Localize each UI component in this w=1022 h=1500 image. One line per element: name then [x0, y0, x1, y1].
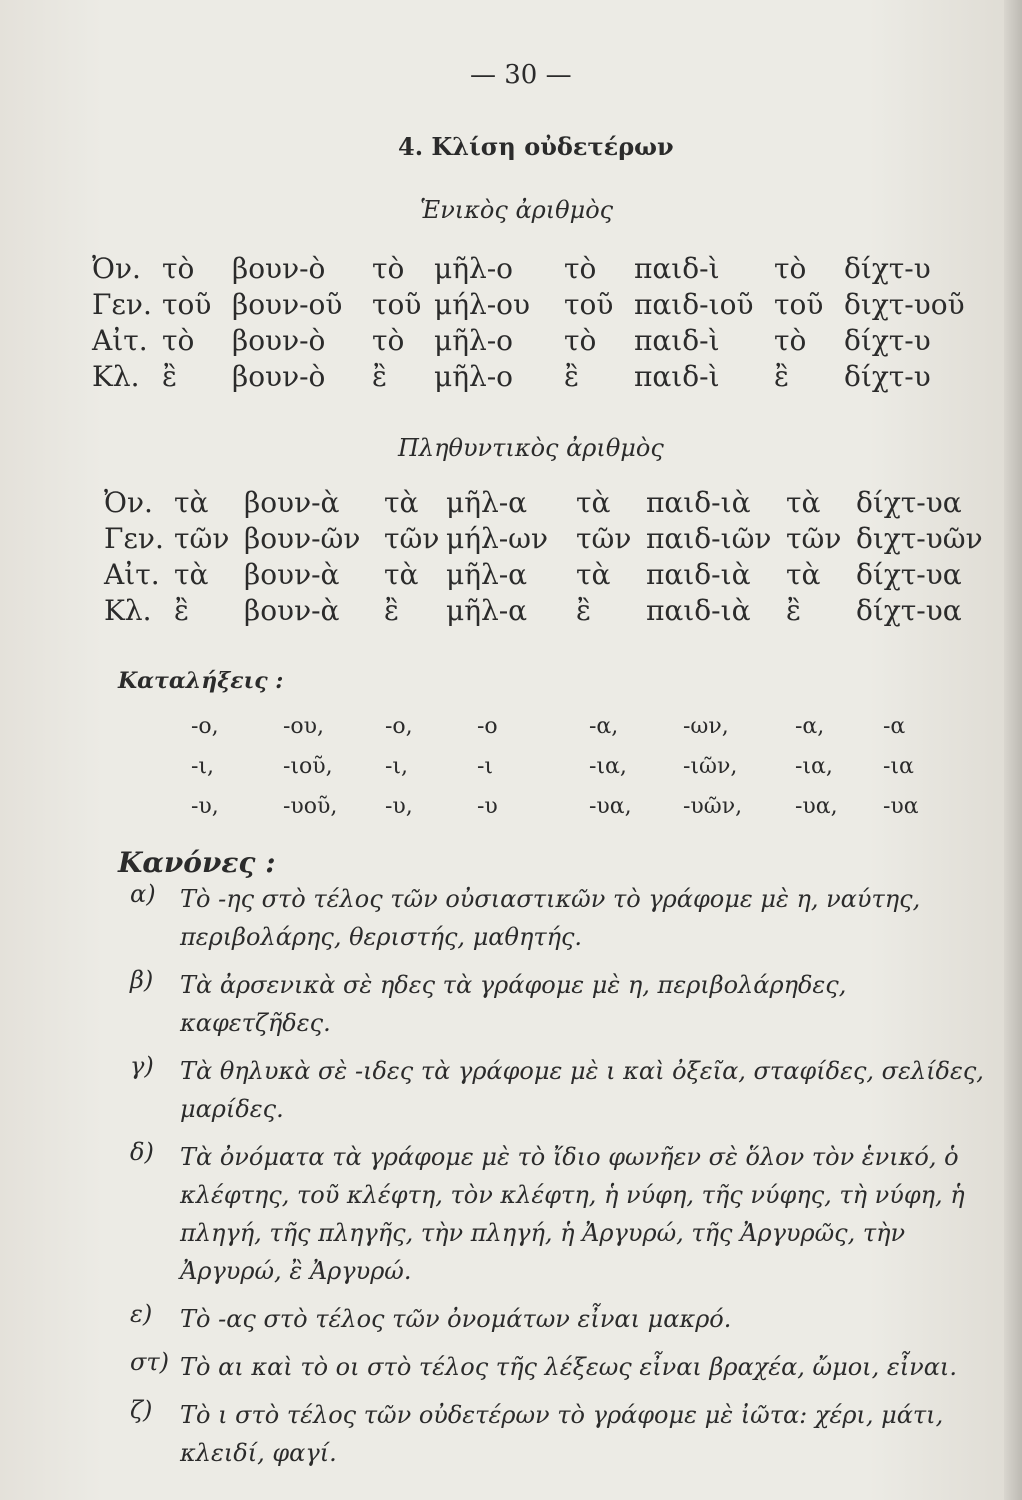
rule-text: Τὸ αι καὶ τὸ οι στὸ τέλος τῆς λέξεως εἶναι βραχέα, ὤμοι, εἶναι. [180, 1353, 957, 1381]
singular-cell: βουν-ὸ [232, 251, 326, 285]
plural-cell: παιδ-ιὰ [646, 485, 751, 519]
ending-cell: -υα, [795, 793, 838, 819]
plural-row [104, 592, 996, 628]
singular-cell: τοῦ [774, 287, 824, 321]
rule-label: ζ) [130, 1396, 153, 1424]
singular-heading: Ἑνικὸς ἀριθμὸς [420, 196, 614, 224]
plural-row [104, 484, 996, 520]
singular-cell: τὸ [372, 251, 405, 285]
ending-cell: -ι, [385, 753, 409, 779]
singular-cell: Κλ. [92, 359, 140, 393]
singular-cell: Γεν. [92, 287, 152, 321]
ending-cell: -ο, [191, 713, 219, 739]
ending-row [190, 786, 944, 826]
rule-label: δ) [130, 1138, 154, 1166]
plural-heading: Πληθυντικὸς ἀριθμὸς [398, 434, 664, 462]
plural-cell: βουν-ὰ [244, 593, 340, 627]
ending-cell: -υ [477, 793, 498, 819]
plural-cell: δίχτ-υα [856, 557, 962, 591]
rule-item [130, 1396, 1000, 1472]
rule-item [130, 1138, 1000, 1290]
ending-cell: -υῶν, [683, 793, 743, 819]
singular-cell: ἒ [564, 359, 580, 393]
rule-label: β) [130, 966, 154, 994]
singular-row [92, 250, 984, 286]
rule-text: Τὰ θηλυκὰ σὲ -ιδες τὰ γράφομε μὲ ι καὶ ὀξεῖα, σταφίδες, σελίδες, μαρίδες. [180, 1057, 984, 1123]
rule-text: Τὸ -ας στὸ τέλος τῶν ὀνομάτων εἶναι μακρό. [180, 1305, 732, 1333]
plural-cell: Αἰτ. [104, 557, 160, 591]
plural-cell: τὰ [384, 557, 419, 591]
plural-cell: τὰ [576, 557, 611, 591]
plural-cell: παιδ-ιὰ [646, 557, 751, 591]
plural-row [104, 556, 996, 592]
singular-cell: τὸ [372, 323, 405, 357]
ending-cell: -υ, [191, 793, 219, 819]
plural-cell: παιδ-ιῶν [646, 521, 772, 555]
rules-heading: Κανόνες : [118, 846, 276, 879]
rule-item [130, 1348, 1000, 1386]
singular-cell: τὸ [774, 251, 807, 285]
page-number: — 30 — [470, 60, 572, 90]
ending-cell: -υ, [385, 793, 413, 819]
plural-cell: μῆλ-α [446, 557, 528, 591]
plural-cell: τὰ [576, 485, 611, 519]
singular-row [92, 286, 984, 322]
singular-cell: τὸ [564, 323, 597, 357]
rule-item [130, 1300, 1000, 1338]
singular-cell: διχτ-υοῦ [844, 287, 965, 321]
plural-cell: δίχτ-υα [856, 485, 962, 519]
rule-label: α) [130, 880, 156, 908]
singular-cell: τοῦ [564, 287, 614, 321]
ending-row [190, 706, 944, 746]
singular-cell: μῆλ-ο [434, 251, 514, 285]
section-title: 4. Κλίση οὐδετέρων [398, 132, 674, 161]
plural-cell: βουν-ὰ [244, 485, 340, 519]
singular-cell: βουν-ὸ [232, 323, 326, 357]
plural-cell: τὰ [174, 557, 209, 591]
plural-cell: μῆλ-α [446, 485, 528, 519]
rule-text: Τὸ -ης στὸ τέλος τῶν οὐσιαστικῶν τὸ γράφομε μὲ η, ναύτης, περιβολάρης, θεριστής, μαθητής. [180, 885, 921, 951]
rule-text: Τὸ ι στὸ τέλος τῶν οὐδετέρων τὸ γράφομε μὲ ἰῶτα: χέρι, μάτι, κλειδί, φαγί. [180, 1401, 944, 1467]
singular-cell: ἒ [372, 359, 388, 393]
rule-text: Τὰ ἀρσενικὰ σὲ ηδες τὰ γράφομε μὲ η, περιβολάρηδες, καφετζῆδες. [180, 971, 847, 1037]
plural-cell: τῶν [576, 521, 632, 555]
plural-cell: βουν-ῶν [244, 521, 361, 555]
singular-cell: δίχτ-υ [844, 251, 931, 285]
singular-cell: παιδ-ιοῦ [634, 287, 754, 321]
rule-label: γ) [130, 1052, 154, 1080]
plural-cell: τὰ [174, 485, 209, 519]
plural-cell: μήλ-ων [446, 521, 549, 555]
ending-cell: -ι, [191, 753, 215, 779]
singular-cell: τὸ [774, 323, 807, 357]
singular-cell: παιδ-ὶ [634, 251, 720, 285]
singular-row [92, 358, 984, 394]
ending-cell: -ο, [385, 713, 413, 739]
plural-cell: τῶν [786, 521, 842, 555]
singular-table [92, 250, 984, 394]
plural-cell: Γεν. [104, 521, 164, 555]
singular-cell: μήλ-ου [434, 287, 531, 321]
plural-cell: τῶν [384, 521, 440, 555]
singular-cell: ἒ [162, 359, 178, 393]
singular-cell: Ὀν. [92, 251, 141, 285]
rule-item [130, 1052, 1000, 1128]
plural-cell: τὰ [786, 557, 821, 591]
plural-cell: παιδ-ιὰ [646, 593, 751, 627]
ending-cell: -ιῶν, [683, 753, 738, 779]
singular-cell: δίχτ-υ [844, 359, 931, 393]
singular-cell: Αἰτ. [92, 323, 148, 357]
singular-cell: παιδ-ὶ [634, 323, 720, 357]
singular-cell: ἒ [774, 359, 790, 393]
plural-cell: τὰ [786, 485, 821, 519]
singular-cell: τοῦ [372, 287, 422, 321]
ending-cell: -υα, [589, 793, 632, 819]
rule-text: Τὰ ὀνόματα τὰ γράφομε μὲ τὸ ἴδιο φωνῆεν σὲ ὅλον τὸν ἑνικό, ὁ κλέφτης, τοῦ κλέφτη, τὸν κλέφτη, ἡ νύφη, τῆς νύφης, τὴ νύφη, ἡ πληγή, τῆς πληγῆς, τὴν πληγή, ἡ Ἀργυρώ, τῆς Ἀργυρῶς, τὴν Ἀργυρώ, ἒ Ἀργυρώ. [180, 1143, 965, 1285]
singular-cell: δίχτ-υ [844, 323, 931, 357]
plural-cell: ἒ [174, 593, 190, 627]
plural-row [104, 520, 996, 556]
singular-cell: βουν-οῦ [232, 287, 343, 321]
singular-cell: τοῦ [162, 287, 212, 321]
plural-cell: τῶν [174, 521, 230, 555]
plural-cell: δίχτ-υα [856, 593, 962, 627]
singular-cell: τὸ [564, 251, 597, 285]
ending-cell: -ων, [683, 713, 729, 739]
ending-cell: -υα [883, 793, 919, 819]
rules-list [130, 880, 1000, 1482]
rule-label: στ) [130, 1348, 170, 1376]
rule-label: ε) [130, 1300, 153, 1328]
singular-cell: μῆλ-ο [434, 323, 514, 357]
singular-row [92, 322, 984, 358]
ending-row [190, 746, 944, 786]
ending-cell: -ια, [589, 753, 627, 779]
ending-cell: -α, [795, 713, 825, 739]
plural-cell: ἒ [786, 593, 802, 627]
plural-cell: διχτ-υῶν [856, 521, 983, 555]
ending-cell: -α [883, 713, 906, 739]
plural-cell: μῆλ-α [446, 593, 528, 627]
ending-cell: -ια, [795, 753, 833, 779]
singular-cell: τὸ [162, 323, 195, 357]
page-edge [1004, 0, 1022, 1500]
endings-table [190, 706, 944, 826]
plural-cell: τὰ [384, 485, 419, 519]
plural-cell: βουν-ὰ [244, 557, 340, 591]
ending-cell: -ου, [283, 713, 325, 739]
singular-cell: παιδ-ὶ [634, 359, 720, 393]
plural-cell: ἒ [576, 593, 592, 627]
plural-cell: Ὀν. [104, 485, 153, 519]
rule-item [130, 966, 1000, 1042]
ending-cell: -ια [883, 753, 914, 779]
ending-cell: -α, [589, 713, 619, 739]
singular-cell: βουν-ὸ [232, 359, 326, 393]
endings-heading: Καταλήξεις : [118, 668, 284, 694]
ending-cell: -ο [477, 713, 498, 739]
ending-cell: -ιοῦ, [283, 753, 333, 779]
singular-cell: τὸ [162, 251, 195, 285]
rule-item [130, 880, 1000, 956]
plural-cell: Κλ. [104, 593, 152, 627]
singular-cell: μῆλ-ο [434, 359, 514, 393]
plural-cell: ἒ [384, 593, 400, 627]
plural-table [104, 484, 996, 628]
ending-cell: -ι [477, 753, 494, 779]
ending-cell: -υοῦ, [283, 793, 338, 819]
